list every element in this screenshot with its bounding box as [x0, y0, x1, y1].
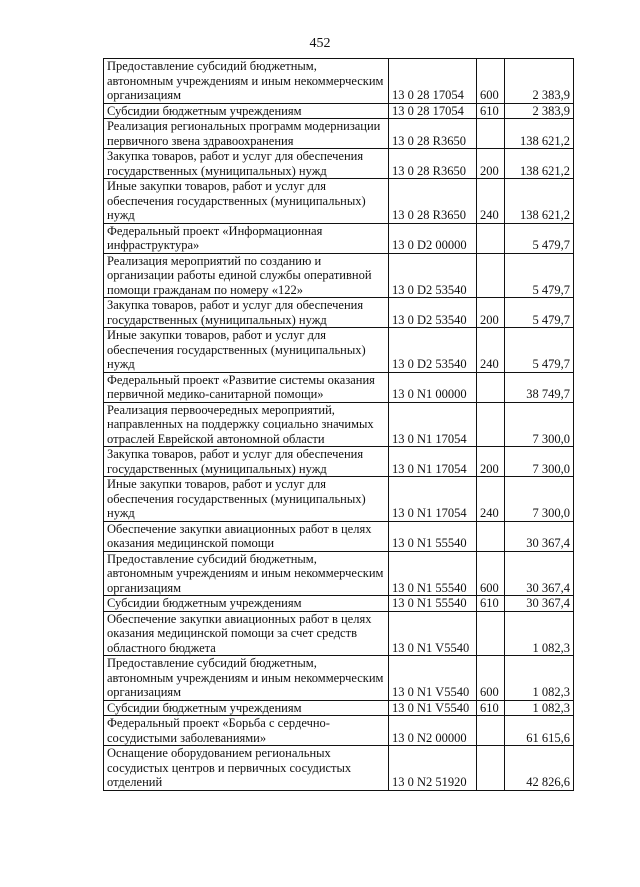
table-row: [104, 372, 574, 402]
row-expense-type: 240: [477, 477, 505, 522]
row-name: Предоставление субсидий бюджетным, автономным учреждениям и иным некоммерческим организациям: [104, 656, 389, 701]
budget-table-body: [104, 59, 574, 791]
budget-table: [103, 58, 574, 791]
row-expense-type: 600: [477, 551, 505, 596]
row-sum: 1 082,3: [505, 700, 574, 716]
row-sum: 2 383,9: [505, 103, 574, 119]
row-sum: 7 300,0: [505, 447, 574, 477]
table-row: [104, 746, 574, 791]
row-sum: 42 826,6: [505, 746, 574, 791]
row-sum: 7 300,0: [505, 402, 574, 447]
row-expense-type: 600: [477, 656, 505, 701]
row-expense-type: [477, 746, 505, 791]
row-code: 13 0 N1 V5540: [389, 611, 477, 656]
row-name: Иные закупки товаров, работ и услуг для обеспечения государственных (муниципальных) нужд: [104, 328, 389, 373]
row-expense-type: 200: [477, 149, 505, 179]
row-expense-type: 200: [477, 298, 505, 328]
table-row: [104, 149, 574, 179]
row-code: 13 0 N2 00000: [389, 716, 477, 746]
row-expense-type: 610: [477, 700, 505, 716]
row-name: Федеральный проект «Развитие системы оказания первичной медико-санитарной помощи»: [104, 372, 389, 402]
row-sum: 1 082,3: [505, 611, 574, 656]
row-sum: 5 479,7: [505, 223, 574, 253]
row-code: 13 0 28 R3650: [389, 179, 477, 224]
row-code: 13 0 D2 53540: [389, 328, 477, 373]
row-code: 13 0 D2 53540: [389, 253, 477, 298]
row-name: Федеральный проект «Борьба с сердечно-сосудистыми заболеваниями»: [104, 716, 389, 746]
row-sum: 7 300,0: [505, 477, 574, 522]
table-row: [104, 179, 574, 224]
row-expense-type: [477, 521, 505, 551]
row-code: 13 0 N2 51920: [389, 746, 477, 791]
row-expense-type: [477, 372, 505, 402]
row-name: Обеспечение закупки авиационных работ в целях оказания медицинской помощи: [104, 521, 389, 551]
row-name: Иные закупки товаров, работ и услуг для обеспечения государственных (муниципальных) нужд: [104, 179, 389, 224]
row-expense-type: 610: [477, 103, 505, 119]
row-sum: 5 479,7: [505, 253, 574, 298]
row-code: 13 0 28 17054: [389, 59, 477, 104]
table-row: [104, 716, 574, 746]
row-sum: 30 367,4: [505, 521, 574, 551]
row-name: Закупка товаров, работ и услуг для обеспечения государственных (муниципальных) нужд: [104, 149, 389, 179]
row-code: 13 0 N1 00000: [389, 372, 477, 402]
row-sum: 5 479,7: [505, 298, 574, 328]
row-sum: 1 082,3: [505, 656, 574, 701]
row-code: 13 0 N1 55540: [389, 521, 477, 551]
table-row: [104, 59, 574, 104]
row-expense-type: [477, 253, 505, 298]
row-code: 13 0 N1 17054: [389, 447, 477, 477]
row-name: Субсидии бюджетным учреждениям: [104, 700, 389, 716]
row-expense-type: 600: [477, 59, 505, 104]
table-row: [104, 253, 574, 298]
row-code: 13 0 28 17054: [389, 103, 477, 119]
row-sum: 30 367,4: [505, 551, 574, 596]
row-expense-type: [477, 402, 505, 447]
page-number: 452: [309, 36, 331, 51]
row-code: 13 0 N1 17054: [389, 477, 477, 522]
row-expense-type: [477, 119, 505, 149]
row-name: Реализация мероприятий по созданию и организации работы единой службы оперативной помощи гражданам по номеру «122»: [104, 253, 389, 298]
row-sum: 38 749,7: [505, 372, 574, 402]
table-row: [104, 596, 574, 612]
row-code: 13 0 N1 55540: [389, 596, 477, 612]
row-code: 13 0 D2 53540: [389, 298, 477, 328]
row-expense-type: [477, 223, 505, 253]
row-name: Федеральный проект «Информационная инфраструктура»: [104, 223, 389, 253]
row-code: 13 0 N1 55540: [389, 551, 477, 596]
row-code: 13 0 N1 V5540: [389, 700, 477, 716]
row-sum: 30 367,4: [505, 596, 574, 612]
row-name: Реализация первоочередных мероприятий, направленных на поддержку социально значимых отраслей Еврейской автономной области: [104, 402, 389, 447]
row-expense-type: 240: [477, 328, 505, 373]
row-sum: 138 621,2: [505, 179, 574, 224]
table-row: [104, 656, 574, 701]
row-name: Закупка товаров, работ и услуг для обеспечения государственных (муниципальных) нужд: [104, 447, 389, 477]
row-expense-type: [477, 611, 505, 656]
row-name: Предоставление субсидий бюджетным, автономным учреждениям и иным некоммерческим организациям: [104, 551, 389, 596]
row-name: Оснащение оборудованием региональных сосудистых центров и первичных сосудистых отделений: [104, 746, 389, 791]
row-code: 13 0 28 R3650: [389, 119, 477, 149]
row-sum: 2 383,9: [505, 59, 574, 104]
table-row: [104, 521, 574, 551]
table-row: [104, 103, 574, 119]
row-expense-type: [477, 716, 505, 746]
row-sum: 138 621,2: [505, 149, 574, 179]
table-row: [104, 119, 574, 149]
row-sum: 5 479,7: [505, 328, 574, 373]
row-name: Закупка товаров, работ и услуг для обеспечения государственных (муниципальных) нужд: [104, 298, 389, 328]
row-code: 13 0 N1 17054: [389, 402, 477, 447]
row-sum: 61 615,6: [505, 716, 574, 746]
row-sum: 138 621,2: [505, 119, 574, 149]
table-row: [104, 447, 574, 477]
table-row: [104, 223, 574, 253]
row-name: Обеспечение закупки авиационных работ в целях оказания медицинской помощи за счет средств областного бюджета: [104, 611, 389, 656]
table-row: [104, 551, 574, 596]
row-expense-type: 240: [477, 179, 505, 224]
row-name: Реализация региональных программ модернизации первичного звена здравоохранения: [104, 119, 389, 149]
row-name: Предоставление субсидий бюджетным, автономным учреждениям и иным некоммерческим организациям: [104, 59, 389, 104]
row-name: Субсидии бюджетным учреждениям: [104, 103, 389, 119]
row-code: 13 0 28 R3650: [389, 149, 477, 179]
row-expense-type: 200: [477, 447, 505, 477]
row-name: Иные закупки товаров, работ и услуг для обеспечения государственных (муниципальных) нужд: [104, 477, 389, 522]
table-row: [104, 328, 574, 373]
row-code: 13 0 N1 V5540: [389, 656, 477, 701]
row-expense-type: 610: [477, 596, 505, 612]
row-code: 13 0 D2 00000: [389, 223, 477, 253]
table-row: [104, 477, 574, 522]
table-row: [104, 611, 574, 656]
table-row: [104, 298, 574, 328]
row-name: Субсидии бюджетным учреждениям: [104, 596, 389, 612]
table-row: [104, 402, 574, 447]
table-row: [104, 700, 574, 716]
